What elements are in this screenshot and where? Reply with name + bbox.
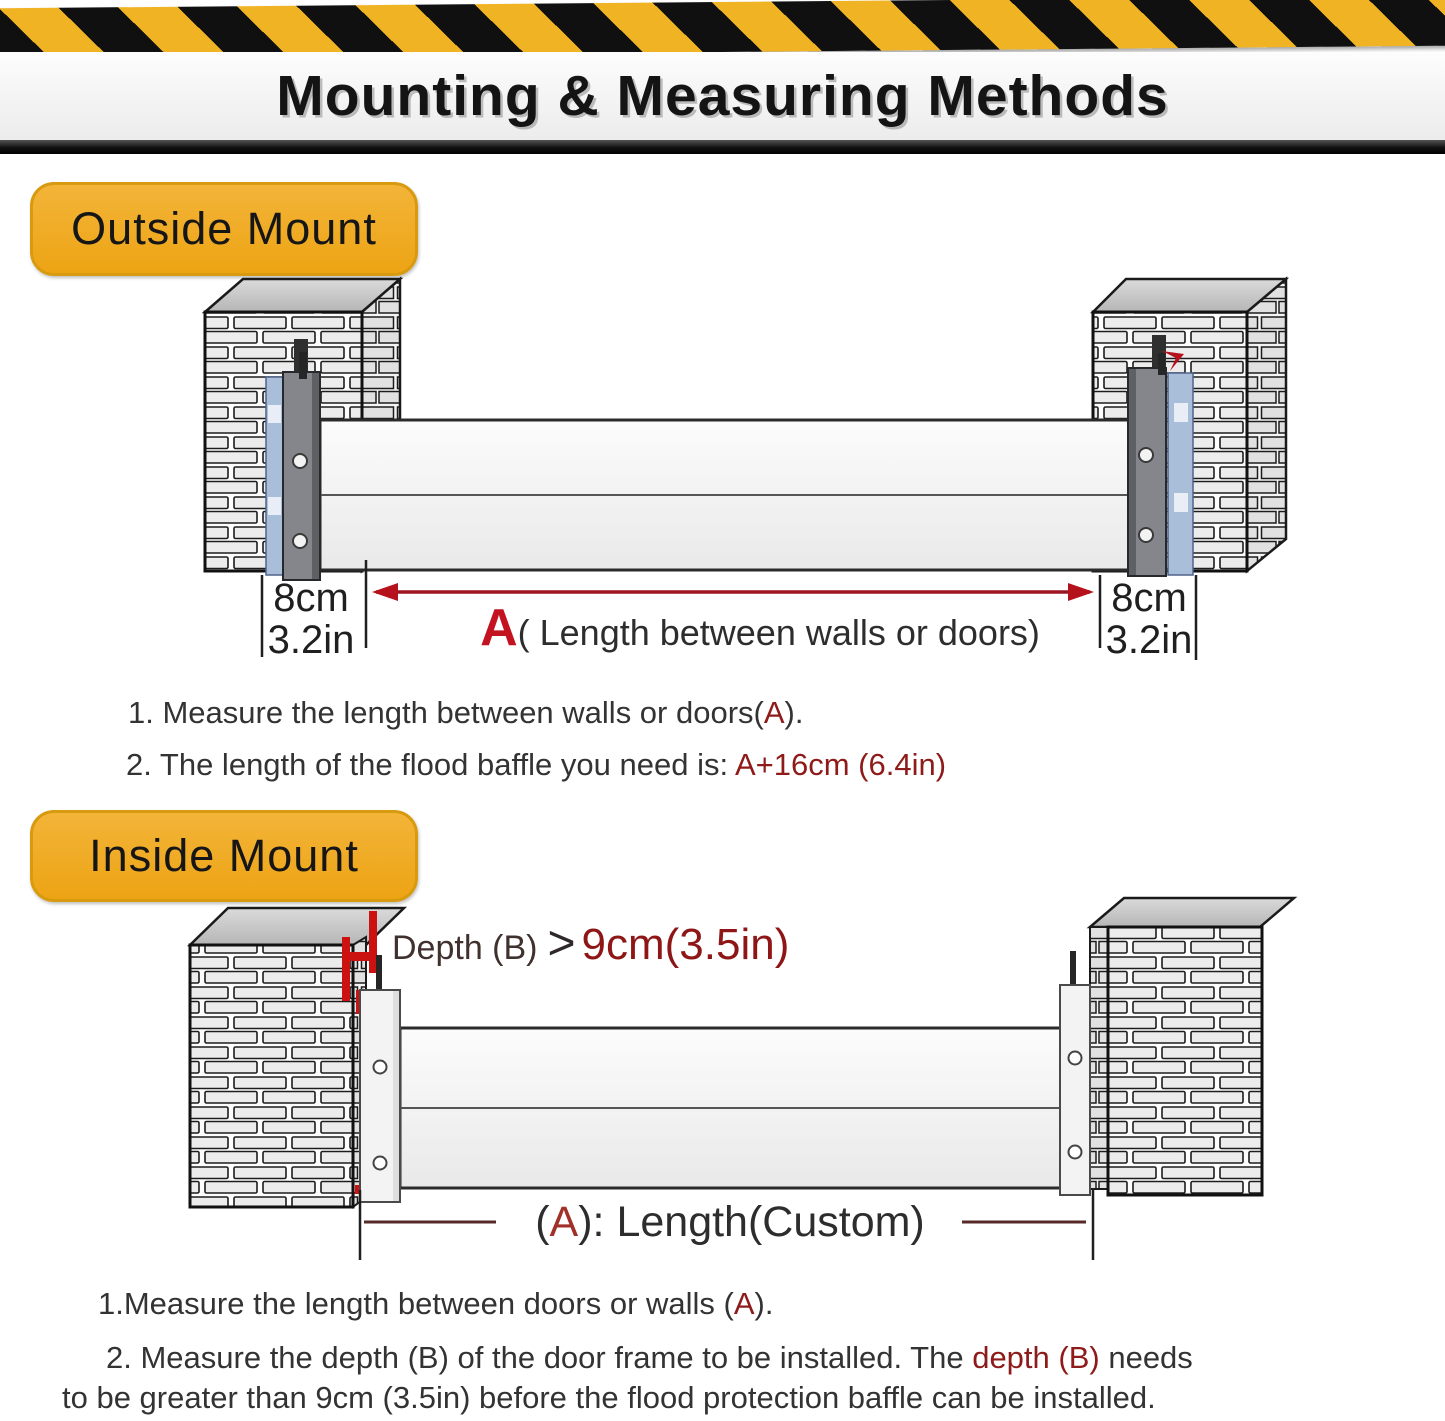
inside-step-2-line-2	[62, 1380, 1156, 1416]
inside-flood-barrier-panel	[400, 1028, 1062, 1188]
step-text: needs	[1099, 1340, 1193, 1375]
inside-mount-badge	[30, 810, 418, 902]
depth-label-text: Depth (B)	[392, 929, 538, 967]
greater-than-sign: >	[547, 917, 576, 970]
label-text: (	[535, 1198, 550, 1246]
step-text: ).	[754, 1286, 774, 1321]
outside-step-1	[128, 695, 803, 731]
outside-step-2	[126, 747, 946, 783]
title-divider-bar	[0, 140, 1445, 154]
gap-in-value: 3.2in	[1105, 618, 1193, 662]
step-text: 1. Measure the length between walls or doors(	[128, 695, 764, 730]
gap-cm-value: 8cm	[273, 576, 349, 620]
outside-mount-badge-label: Outside Mount	[71, 203, 377, 254]
hazard-stripe-banner	[0, 0, 1445, 58]
length-a-letter: A	[549, 1198, 579, 1246]
title-band	[0, 52, 1445, 140]
inside-step-2-line-1	[106, 1340, 1193, 1376]
depth-b-label	[392, 916, 789, 971]
step-highlight: A	[763, 695, 785, 730]
inside-step-1	[98, 1286, 773, 1322]
step-highlight: depth (B)	[972, 1340, 1100, 1375]
page-title: Mounting & Measuring Methods	[276, 64, 1169, 128]
step-highlight: A+16cm (6.4in)	[734, 747, 947, 782]
step-text: ).	[784, 695, 804, 730]
gap-in-value: 3.2in	[267, 618, 355, 662]
inside-right-mounting-channel	[1060, 951, 1090, 1195]
label-text: ): Length(Custom)	[578, 1198, 925, 1246]
length-a-text: ( Length between walls or doors)	[517, 612, 1040, 653]
length-a-letter: A	[480, 599, 518, 657]
inside-mount-badge-label: Inside Mount	[89, 830, 359, 881]
step-text: 1.Measure the length between doors or walls (	[98, 1286, 734, 1321]
outside-left-gap-label	[252, 577, 370, 661]
step-text: 2. Measure the depth (B) of the door frame to be installed. The	[106, 1340, 973, 1375]
inside-length-label	[460, 1198, 1000, 1247]
step-highlight: A	[733, 1286, 755, 1321]
step-text: 2. The length of the flood baffle you need is:	[126, 747, 735, 782]
inside-right-pillar	[1090, 898, 1294, 1195]
inside-left-mounting-channel	[360, 955, 400, 1202]
outside-flood-barrier-panel	[320, 420, 1130, 570]
depth-min-value: 9cm(3.5in)	[581, 920, 790, 969]
gap-cm-value: 8cm	[1111, 576, 1187, 620]
step-text: to be greater than 9cm (3.5in) before the flood protection baffle can be installed.	[62, 1380, 1156, 1415]
outside-length-a-label	[400, 601, 1120, 656]
